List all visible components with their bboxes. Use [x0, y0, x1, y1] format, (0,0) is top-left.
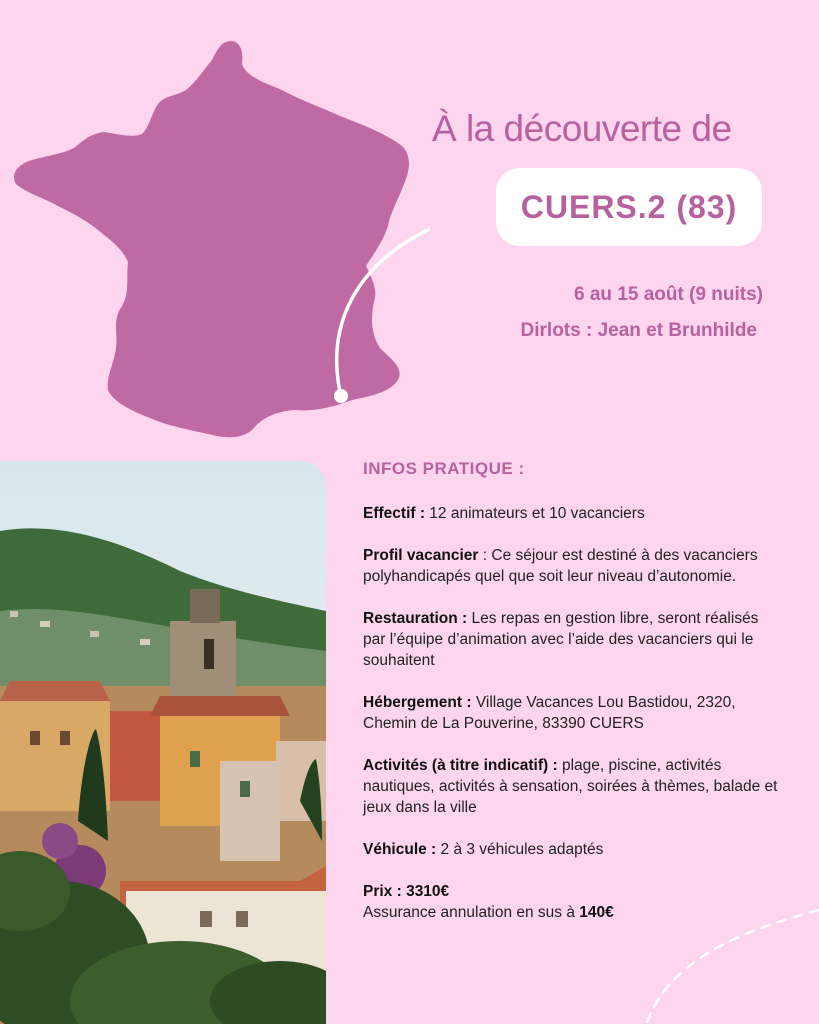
destination-badge [496, 168, 762, 246]
price-label: Prix : 3310€ [363, 883, 450, 900]
info-item-restauration [363, 608, 783, 671]
info-item-text: Village Vacances Lou Bastidou, 2320, Chemin de La Pouverine, 83390 CUERS [363, 694, 736, 732]
info-item-profil [363, 545, 783, 587]
info-item-vehicule [363, 839, 783, 860]
france-shape [14, 41, 409, 437]
stay-dates: 6 au 15 août (9 nuits) [574, 284, 763, 305]
decorative-dashed-curve [639, 904, 819, 1024]
info-item-text: 2 à 3 véhicules adaptés [436, 841, 604, 858]
info-item-label: Véhicule : [363, 841, 437, 858]
info-item-text: plage, piscine, activités nautiques, activités à sensation, soirées à thèmes, balade et jeux dans la ville [363, 757, 778, 816]
france-map [0, 30, 430, 450]
info-item-effectif [363, 503, 783, 524]
location-dot-icon [334, 389, 348, 403]
info-section [363, 458, 783, 944]
info-title: INFOS PRATIQUE : [363, 459, 525, 478]
info-item-label: Activités (à titre indicatif) : [363, 757, 558, 774]
insurance-text: Assurance annulation en sus à [363, 904, 580, 921]
village-photo [0, 461, 326, 1024]
info-item-activites [363, 755, 783, 818]
info-item-label: Effectif : [363, 505, 425, 522]
leaders-line: Dirlots : Jean et Brunhilde [520, 320, 757, 341]
info-item-label: Profil vacancier [363, 547, 479, 564]
destination-title: CUERS.2 (83) [520, 188, 738, 225]
info-item-hebergement [363, 692, 783, 734]
info-item-text: Les repas en gestion libre, seront réalisés par l’équipe d’animation avec l’aide des vacanciers qui le souhaitent [363, 610, 759, 669]
heading: À la découverte de [432, 108, 732, 149]
info-item-label: Restauration : [363, 610, 468, 627]
insurance-amount: 140€ [579, 904, 614, 921]
info-item-label: Hébergement : [363, 694, 472, 711]
info-item-text: : Ce séjour est destiné à des vacanciers polyhandicapés quel que soit leur niveau d’autonomie. [363, 547, 758, 585]
info-item-text: 12 animateurs et 10 vacanciers [425, 505, 645, 522]
